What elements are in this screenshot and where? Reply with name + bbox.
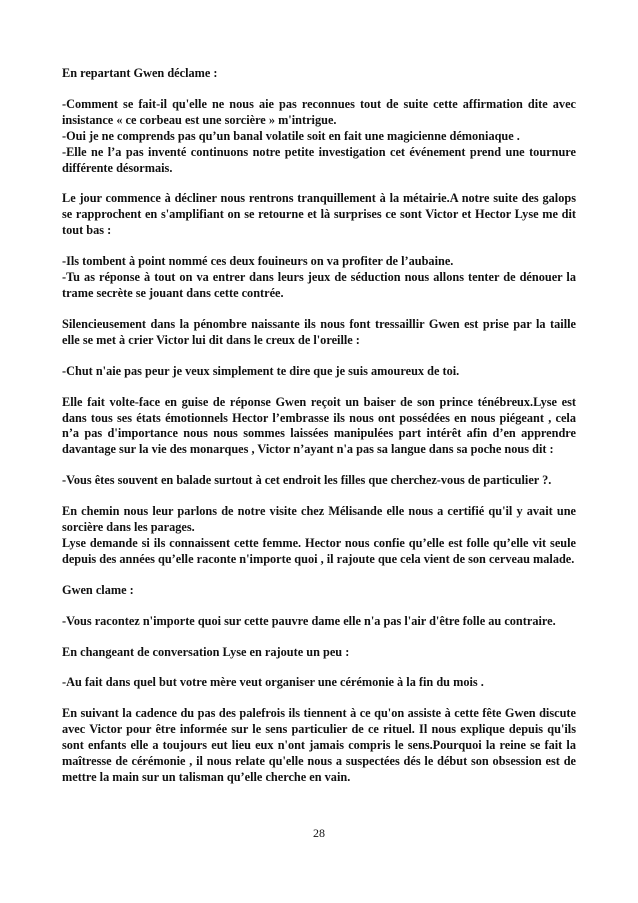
paragraph: Lyse demande si ils connaissent cette femme. Hector nous confie qu’elle est folle qu’elle vit seule depuis des années qu’elle raconte n'importe quoi , il rajoute que cela vient de son cerveau malade. [62,535,576,566]
paragraph: Gwen clame : [62,582,134,597]
paragraph: -Oui je ne comprends pas qu’un banal volatile soit en fait une magicienne démoniaque . [62,128,520,143]
page-number: 28 [313,826,325,840]
paragraph: -Tu as réponse à tout on va entrer dans leurs jeux de séduction nous allons tenter de dénouer la trame secrète se jouant dans cette contrée. [62,270,576,300]
paragraph: -Elle ne l’a pas inventé continuons notre petite investigation cet événement prend une tournure différente désormais. [62,144,576,175]
paragraph: -Vous êtes souvent en balade surtout à cet endroit les filles que cherchez-vous de particulier ?. [62,473,552,488]
paragraph: -Comment se fait-il qu'elle ne nous aie pas reconnues tout de suite cette affirmation dite avec insistance « ce corbeau est une sorcière » m'intrigue. [62,96,576,127]
paragraph: En suivant la cadence du pas des palefrois ils tiennent à ce qu'on assiste à cette fête Gwen discute avec Victor pour être informée sur le sens particulier de ce rituel. Il nous explique depuis qu'ils sont enfants elle a toujours eut lieu eux n'ont jamais compris le sens.Pourquoi la reine se fait la maîtresse de cérémonie , il nous relate qu'elle nous a suspectées dés le début son obsession est de mettre la main sur un talisman qu’elle cherche en vain. [62,706,576,784]
paragraph: En chemin nous leur parlons de notre visite chez Mélisande elle nous a certifié qu'il y avait une sorcière dans les parages. [62,504,576,535]
paragraph: -Ils tombent à point nommé ces deux fouineurs on va profiter de l’aubaine. [62,254,454,269]
paragraph: En changeant de conversation Lyse en rajoute un peu : [62,644,350,659]
body-text [62,66,576,786]
paragraph: Le jour commence à décliner nous rentrons tranquillement à la métairie.A notre suite des galops se rapprochent en s'amplifiant on se retourne et là surprises ce sont Victor et Hector Lyse me dit tout bas : [62,191,576,238]
paragraph: -Vous racontez n'importe quoi sur cette pauvre dame elle n'a pas l'air d'être folle au contraire. [62,613,556,628]
paragraph: Elle fait volte-face en guise de réponse Gwen reçoit un baiser de son prince ténébreux.Lyse est dans tous ses états émotionnels Hector l’embrasse ils nous ont possédées en nous piégeant , cela n’a pas d'importance nous nous sommes laissées manipulées part intérêt afin d’en apprendre davantage sur la vie des monarques , Victor n’ayant n'a pas sa langue dans sa poche nous dit : [62,394,576,457]
paragraph: Silencieusement dans la pénombre naissante ils nous font tressaillir Gwen est prise par la taille elle se met à crier Victor lui dit dans le creux de l'oreille : [62,316,576,347]
paragraph: -Chut n'aie pas peur je veux simplement te dire que je suis amoureux de toi. [62,363,460,378]
paragraph: En repartant Gwen déclame : [62,66,218,80]
paragraph: -Au fait dans quel but votre mère veut organiser une cérémonie à la fin du mois . [62,675,484,690]
